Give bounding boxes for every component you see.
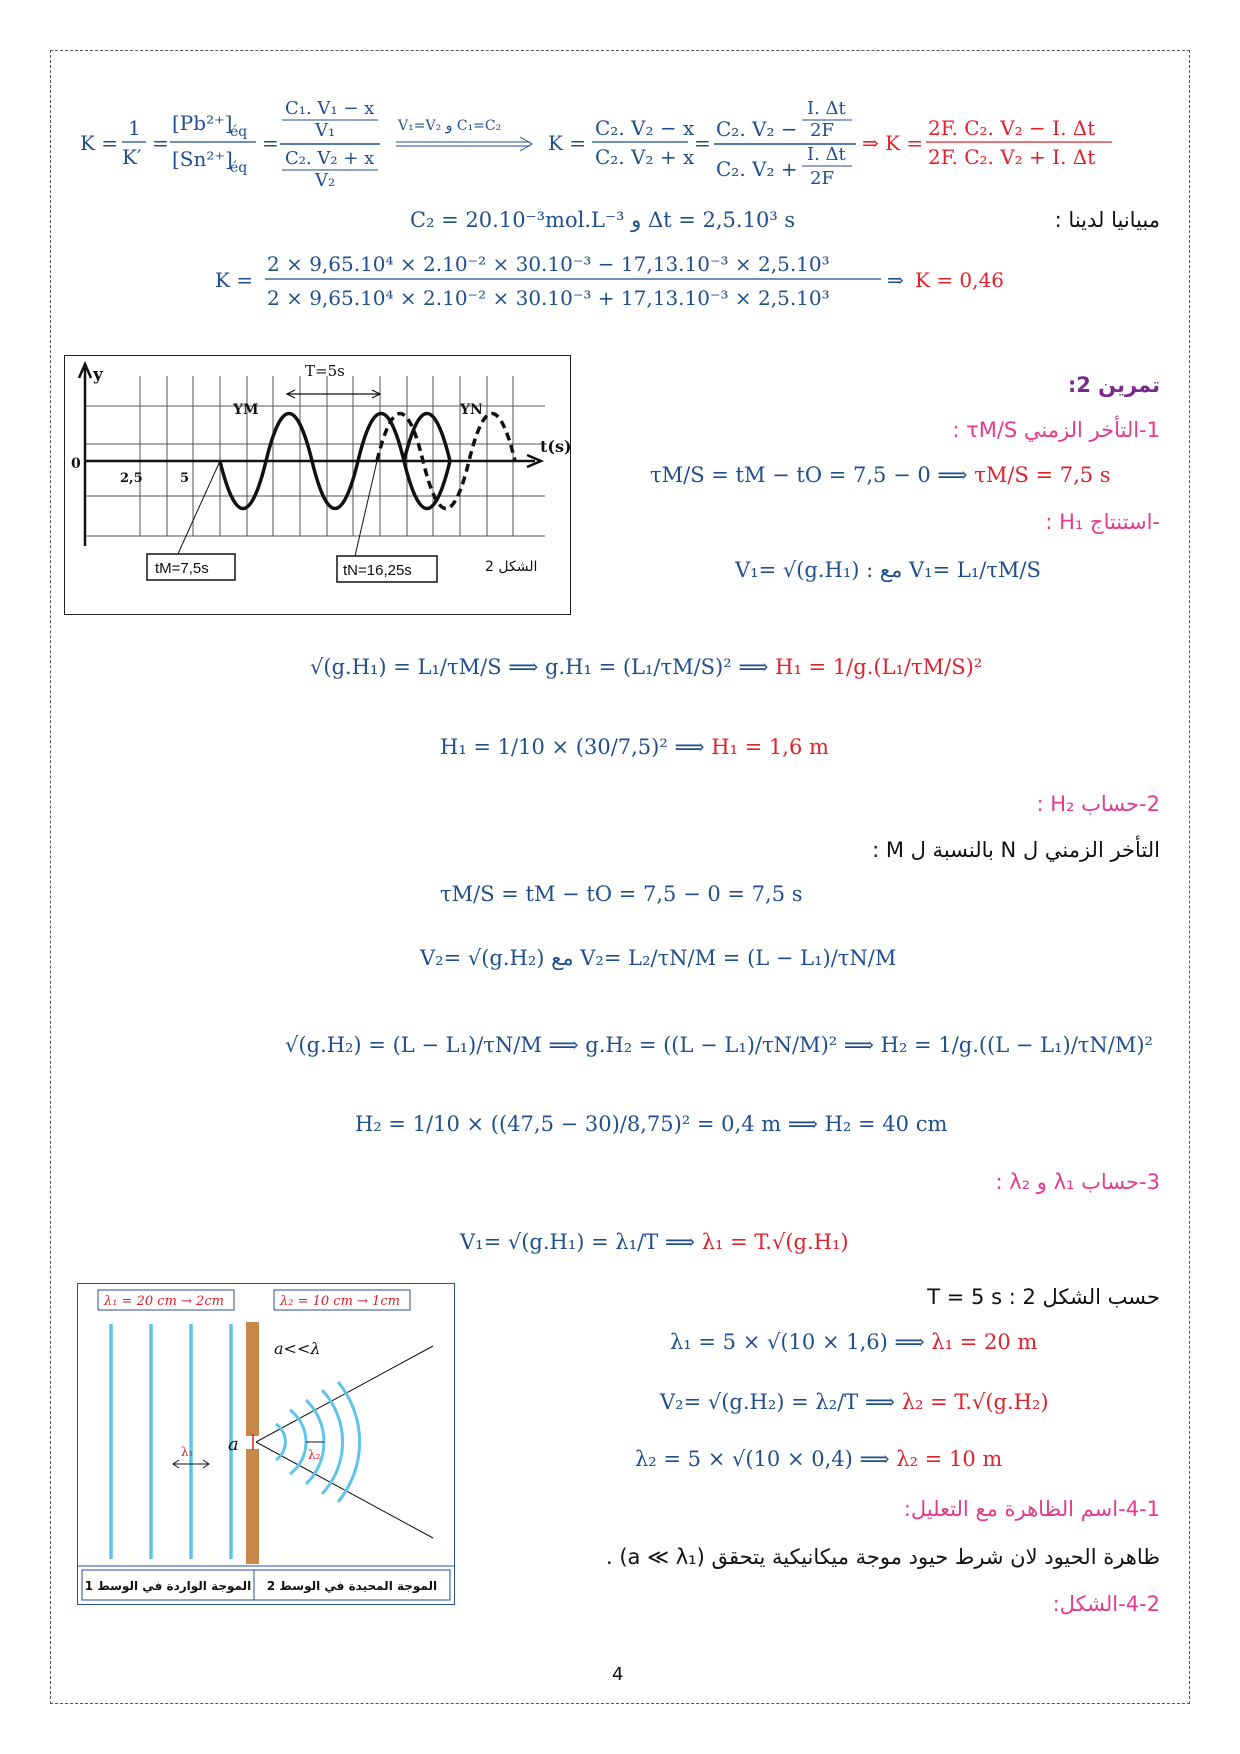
exercise-title: تمرين 2:	[1067, 373, 1160, 397]
fig2-yn-label: YN	[460, 402, 483, 418]
period-text: حسب الشكل 2 : T = 5 s	[927, 1285, 1160, 1309]
svg-text:V₂: V₂	[315, 170, 336, 190]
delay-text: التأخر الزمني ل N بالنسبة ل M :	[872, 838, 1160, 862]
h1-derivation: √(g.H₁) = L₁/τM/S ⟹ g.H₁ = (L₁/τM/S)² ⟹	[310, 655, 769, 679]
lambda2-numeric-line	[635, 1447, 1002, 1471]
q3-heading: 3-حساب λ₁ و λ₂ :	[995, 1170, 1160, 1194]
svg-text:=: =	[262, 131, 279, 155]
q4-2-heading: 4-2-الشكل:	[1052, 1592, 1160, 1616]
fig3-lambda1-label: λ₁	[181, 1445, 194, 1459]
svg-text:C₂. V₂ − x: C₂. V₂ − x	[595, 116, 695, 140]
tau-ms-calc: τM/S = tM − tO = 7,5 − 0 ⟹	[650, 463, 968, 487]
svg-text:éq: éq	[230, 160, 248, 176]
fig3-lambda2-label: λ₂	[308, 1448, 321, 1462]
svg-text:V₁=V₂ و C₁=C₂: V₁=V₂ و C₁=C₂	[398, 118, 502, 134]
svg-text:[Pb²⁺]: [Pb²⁺]	[172, 111, 233, 135]
k-relation-svg	[80, 100, 1160, 190]
k-numeric-block	[215, 245, 1055, 315]
lambda2-formula-result: λ₂ = T.√(g.H₂)	[901, 1390, 1049, 1414]
svg-text:=: =	[694, 131, 711, 155]
svg-text:C₂. V₂ −: C₂. V₂ −	[716, 117, 798, 141]
fig3-header-right: λ₂ = 10 cm → 1cm	[280, 1294, 400, 1309]
fig3-footer-right: الموجة المحيدة في الوسط 2	[266, 1579, 438, 1593]
svg-text:K = 0,46: K = 0,46	[915, 268, 1004, 292]
lambda2-numeric: λ₂ = 5 × √(10 × 0,4) ⟹	[635, 1447, 890, 1471]
svg-text:C₂. V₂ +: C₂. V₂ +	[716, 157, 798, 181]
h2-derivation: √(g.H₂) = (L − L₁)/τN/M ⟹ g.H₂ = ((L − L₁)/τN/M)² ⟹ H₂ = 1/g.((L − L₁)/τN/M)²	[285, 1033, 1153, 1057]
svg-text:éq: éq	[230, 124, 248, 140]
fig2-y-label: y	[93, 365, 103, 385]
fig2-tick2: 5	[180, 471, 190, 486]
lambda1-formula-result: λ₁ = T.√(g.H₁)	[701, 1230, 849, 1254]
fig3-condition: a<<λ	[274, 1339, 321, 1358]
page-number: 4	[612, 1664, 624, 1685]
v2-relation: V₂= √(g.H₂) مع V₂= L₂/τN/M = (L − L₁)/τN/M	[420, 946, 897, 970]
svg-text:V₁: V₁	[315, 120, 336, 141]
fig2-tn-box: tN=16,25s	[343, 562, 412, 579]
lambda1-result: λ₁ = 20 m	[931, 1330, 1038, 1354]
q4-1-heading: 4-1-اسم الظاهرة مع التعليل:	[903, 1497, 1160, 1521]
diffraction-svg	[78, 1284, 454, 1604]
q2-heading: 2-حساب H₂ :	[1036, 792, 1160, 816]
given-values: C₂ = 20.10⁻³mol.L⁻³ و Δt = 2,5.10³ s	[410, 208, 796, 232]
lambda2-formula: V₂= √(g.H₂) = λ₂/T ⟹	[660, 1390, 896, 1414]
lambda1-numeric-line	[670, 1330, 1037, 1354]
tau-ms-repeat: τM/S = tM − tO = 7,5 − 0 = 7,5 s	[440, 882, 803, 906]
svg-text:K′: K′	[122, 145, 142, 169]
v1-relation: V₁= √(g.H₁) : مع V₁= L₁/τM/S	[735, 558, 1041, 582]
h1-numeric: H₁ = 1/10 × (30/7,5)² ⟹	[440, 735, 705, 759]
svg-text:C₂. V₂ + x: C₂. V₂ + x	[595, 145, 695, 169]
figure-2-svg	[65, 356, 570, 614]
fig3-header-left: λ₁ = 20 cm → 2cm	[104, 1294, 224, 1309]
svg-text:K =: K =	[548, 131, 587, 155]
svg-text:2F: 2F	[810, 120, 834, 141]
q4-1-answer: ظاهرة الحيود لان شرط حيود موجة ميكانيكية يتحقق (a ≪ λ₁) .	[606, 1545, 1160, 1569]
fig2-origin: 0	[71, 456, 81, 472]
k-numeric-svg	[215, 245, 1055, 315]
fig2-tick1: 2,5	[120, 471, 143, 486]
fig2-period-label: T=5s	[305, 362, 345, 380]
svg-text:K =: K =	[215, 268, 254, 292]
svg-text:⇒ K =: ⇒ K =	[862, 131, 924, 155]
svg-text:2F. C₂. V₂ + I. Δt: 2F. C₂. V₂ + I. Δt	[928, 145, 1096, 169]
fig3-footer-left: الموجة الواردة في الوسط 1	[84, 1579, 252, 1593]
h1-heading: -استنتاج H₁ :	[1045, 510, 1160, 534]
figure-2-graph	[64, 355, 571, 615]
fig2-caption: الشكل 2	[485, 559, 538, 575]
svg-text:1: 1	[128, 116, 141, 140]
q1-heading: 1-التأخر الزمني τM/S :	[952, 418, 1160, 442]
svg-text:=: =	[152, 131, 169, 155]
h2-numeric: H₂ = 1/10 × ((47,5 − 30)/8,75)² = 0,4 m ⟹ H₂ = 40 cm	[355, 1112, 948, 1136]
diffraction-figure	[77, 1283, 455, 1605]
h1-numeric-line	[440, 735, 829, 759]
lambda1-formula-line	[460, 1230, 849, 1254]
barrier-top	[246, 1322, 259, 1436]
given-label: مبيانيا لدينا :	[1054, 208, 1160, 232]
svg-text:I. Δt: I. Δt	[807, 100, 846, 119]
fig2-x-label: t(s)	[540, 437, 570, 456]
svg-text:K =: K =	[80, 131, 119, 155]
svg-text:2 × 9,65.10⁴ × 2.10⁻² × 30.10⁻: 2 × 9,65.10⁴ × 2.10⁻² × 30.10⁻³ + 17,13.10⁻³ × 2,5.10³	[267, 286, 830, 310]
lambda1-numeric: λ₁ = 5 × √(10 × 1,6) ⟹	[670, 1330, 925, 1354]
h1-result: H₁ = 1,6 m	[711, 735, 829, 759]
svg-text:I. Δt: I. Δt	[807, 144, 846, 165]
h1-formula: H₁ = 1/g.(L₁/τM/S)²	[775, 655, 983, 679]
svg-text:2 × 9,65.10⁴ × 2.10⁻² × 30.10⁻: 2 × 9,65.10⁴ × 2.10⁻² × 30.10⁻³ − 17,13.10⁻³ × 2,5.10³	[267, 252, 830, 276]
fig3-slit-label: a	[228, 1434, 239, 1455]
svg-text:C₂. V₂ + x: C₂. V₂ + x	[285, 148, 375, 169]
tau-ms-calc-line	[650, 463, 1111, 487]
h1-derivation-line	[310, 655, 982, 679]
svg-text:⇒: ⇒	[887, 268, 904, 292]
fig2-tm-box: tM=7,5s	[155, 560, 209, 577]
k-relation-block	[80, 100, 1160, 190]
svg-text:C₁. V₁ − x: C₁. V₁ − x	[285, 100, 375, 119]
svg-text:[Sn²⁺]: [Sn²⁺]	[172, 147, 233, 171]
tau-ms-result: τM/S = 7,5 s	[974, 463, 1111, 487]
lambda1-formula: V₁= √(g.H₁) = λ₁/T ⟹	[460, 1230, 696, 1254]
svg-text:2F: 2F	[810, 168, 834, 189]
barrier-bottom	[246, 1449, 259, 1564]
svg-text:2F. C₂. V₂ − I. Δt: 2F. C₂. V₂ − I. Δt	[928, 116, 1096, 140]
fig2-ym-label: YM	[233, 402, 259, 418]
lambda2-result: λ₂ = 10 m	[896, 1447, 1003, 1471]
incident-wavefronts	[111, 1324, 231, 1559]
lambda2-formula-line	[660, 1390, 1049, 1414]
